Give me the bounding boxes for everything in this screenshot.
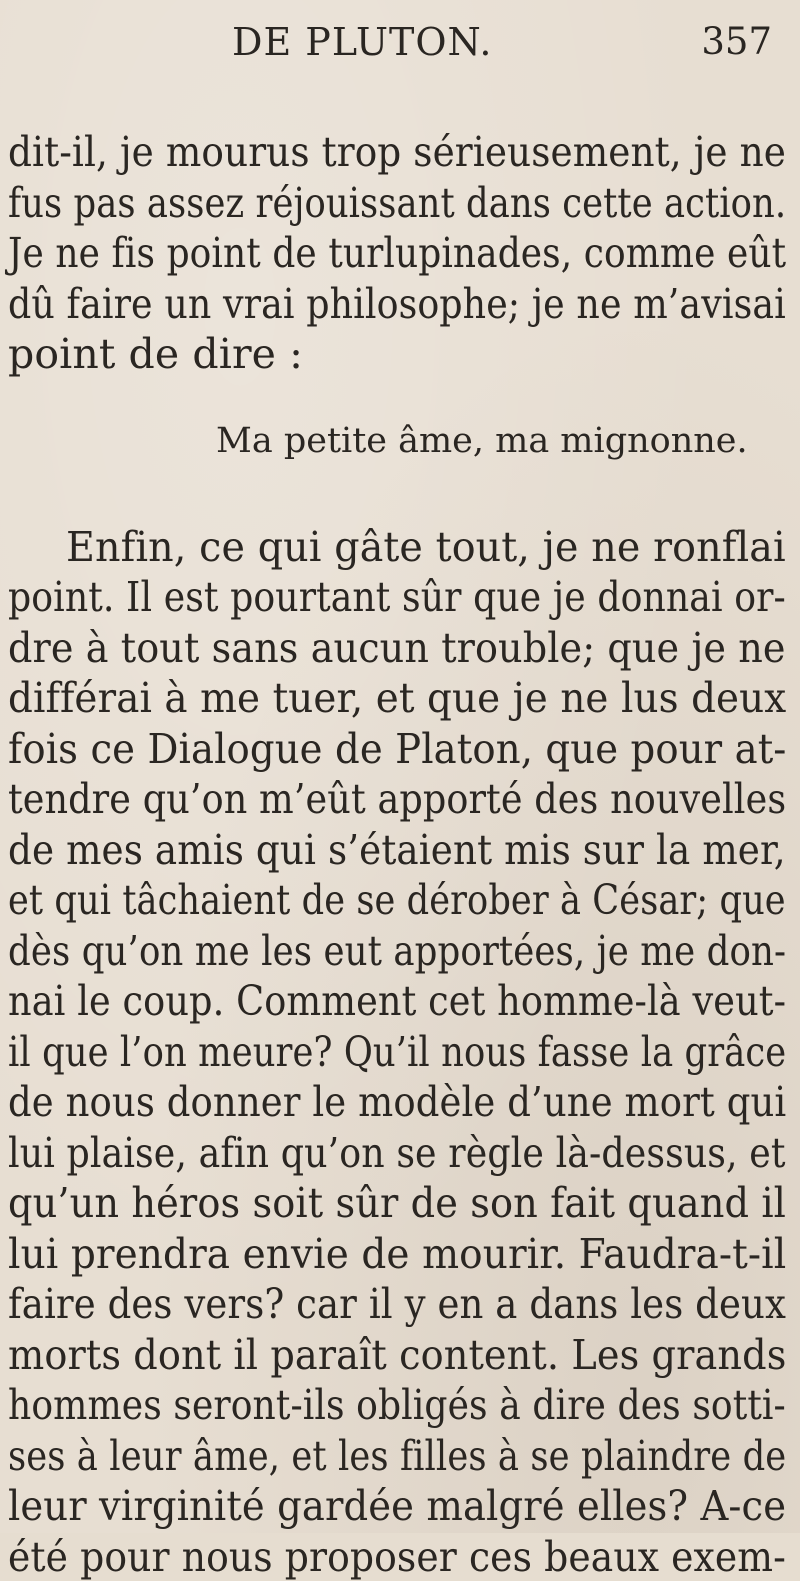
text-line: nai le coup. Comment cet homme-là veut- bbox=[8, 977, 787, 1025]
text-line: dre à tout sans aucun trouble; que je ne bbox=[8, 623, 786, 672]
text-line: il que l’on meure? Qu’il nous fasse la grâce bbox=[8, 1027, 787, 1076]
text-line: morts dont il paraît content. Les grands bbox=[8, 1330, 787, 1379]
text-line: point de dire : bbox=[8, 330, 304, 378]
text-line: lui prendra envie de mourir. Faudra-t-il bbox=[8, 1229, 787, 1278]
text-line: et qui tâchaient de se dérober à César; que bbox=[8, 876, 786, 924]
text-line: dit-il, je mourus trop sérieusement, je ne bbox=[8, 128, 787, 176]
verse-quote: Ma petite âme, ma mignonne. bbox=[216, 420, 748, 461]
text-line: fus pas assez réjouissant dans cette action. bbox=[8, 178, 787, 227]
text-line: dû faire un vrai philosophe; je ne m’avisai bbox=[8, 279, 786, 328]
text-line: faire des vers? car il y en a dans les deux bbox=[8, 1280, 786, 1328]
text-line: qu’un héros soit sûr de son fait quand il bbox=[8, 1179, 787, 1227]
text-line: lui plaise, afin qu’on se règle là-dessus, et bbox=[8, 1128, 786, 1177]
text-line: ses à leur âme, et les filles à se plaindre de bbox=[8, 1431, 787, 1480]
text-line: été pour nous proposer ces beaux exem- bbox=[8, 1532, 786, 1581]
text-line: dès qu’on me les eut apportées, je me don- bbox=[8, 926, 787, 975]
text-line: hommes seront-ils obligés à dire des sotti- bbox=[8, 1381, 786, 1429]
text-line: tendre qu’on m’eût apporté des nouvelles bbox=[8, 775, 787, 823]
text-line: point. Il est pourtant sûr que je donnai or- bbox=[8, 573, 786, 621]
text-line: de mes amis qui s’étaient mis sur la mer, bbox=[8, 825, 786, 874]
text-line: leur virginité gardée malgré elles? A-ce bbox=[8, 1482, 787, 1530]
text-line: Je ne fis point de turlupinades, comme eût bbox=[8, 229, 787, 277]
text-line: fois ce Dialogue de Platon, que pour at- bbox=[8, 724, 787, 773]
page-header bbox=[0, 20, 800, 80]
text-line: différai à me tuer, et que je ne lus deux bbox=[8, 674, 787, 722]
text-line: de nous donner le modèle d’une mort qui bbox=[8, 1078, 787, 1126]
page-number: 357 bbox=[701, 20, 772, 63]
running-title: DE PLUTON. bbox=[232, 20, 493, 64]
text-line: Enfin, ce qui gâte tout, je ne ronflai bbox=[66, 522, 786, 571]
